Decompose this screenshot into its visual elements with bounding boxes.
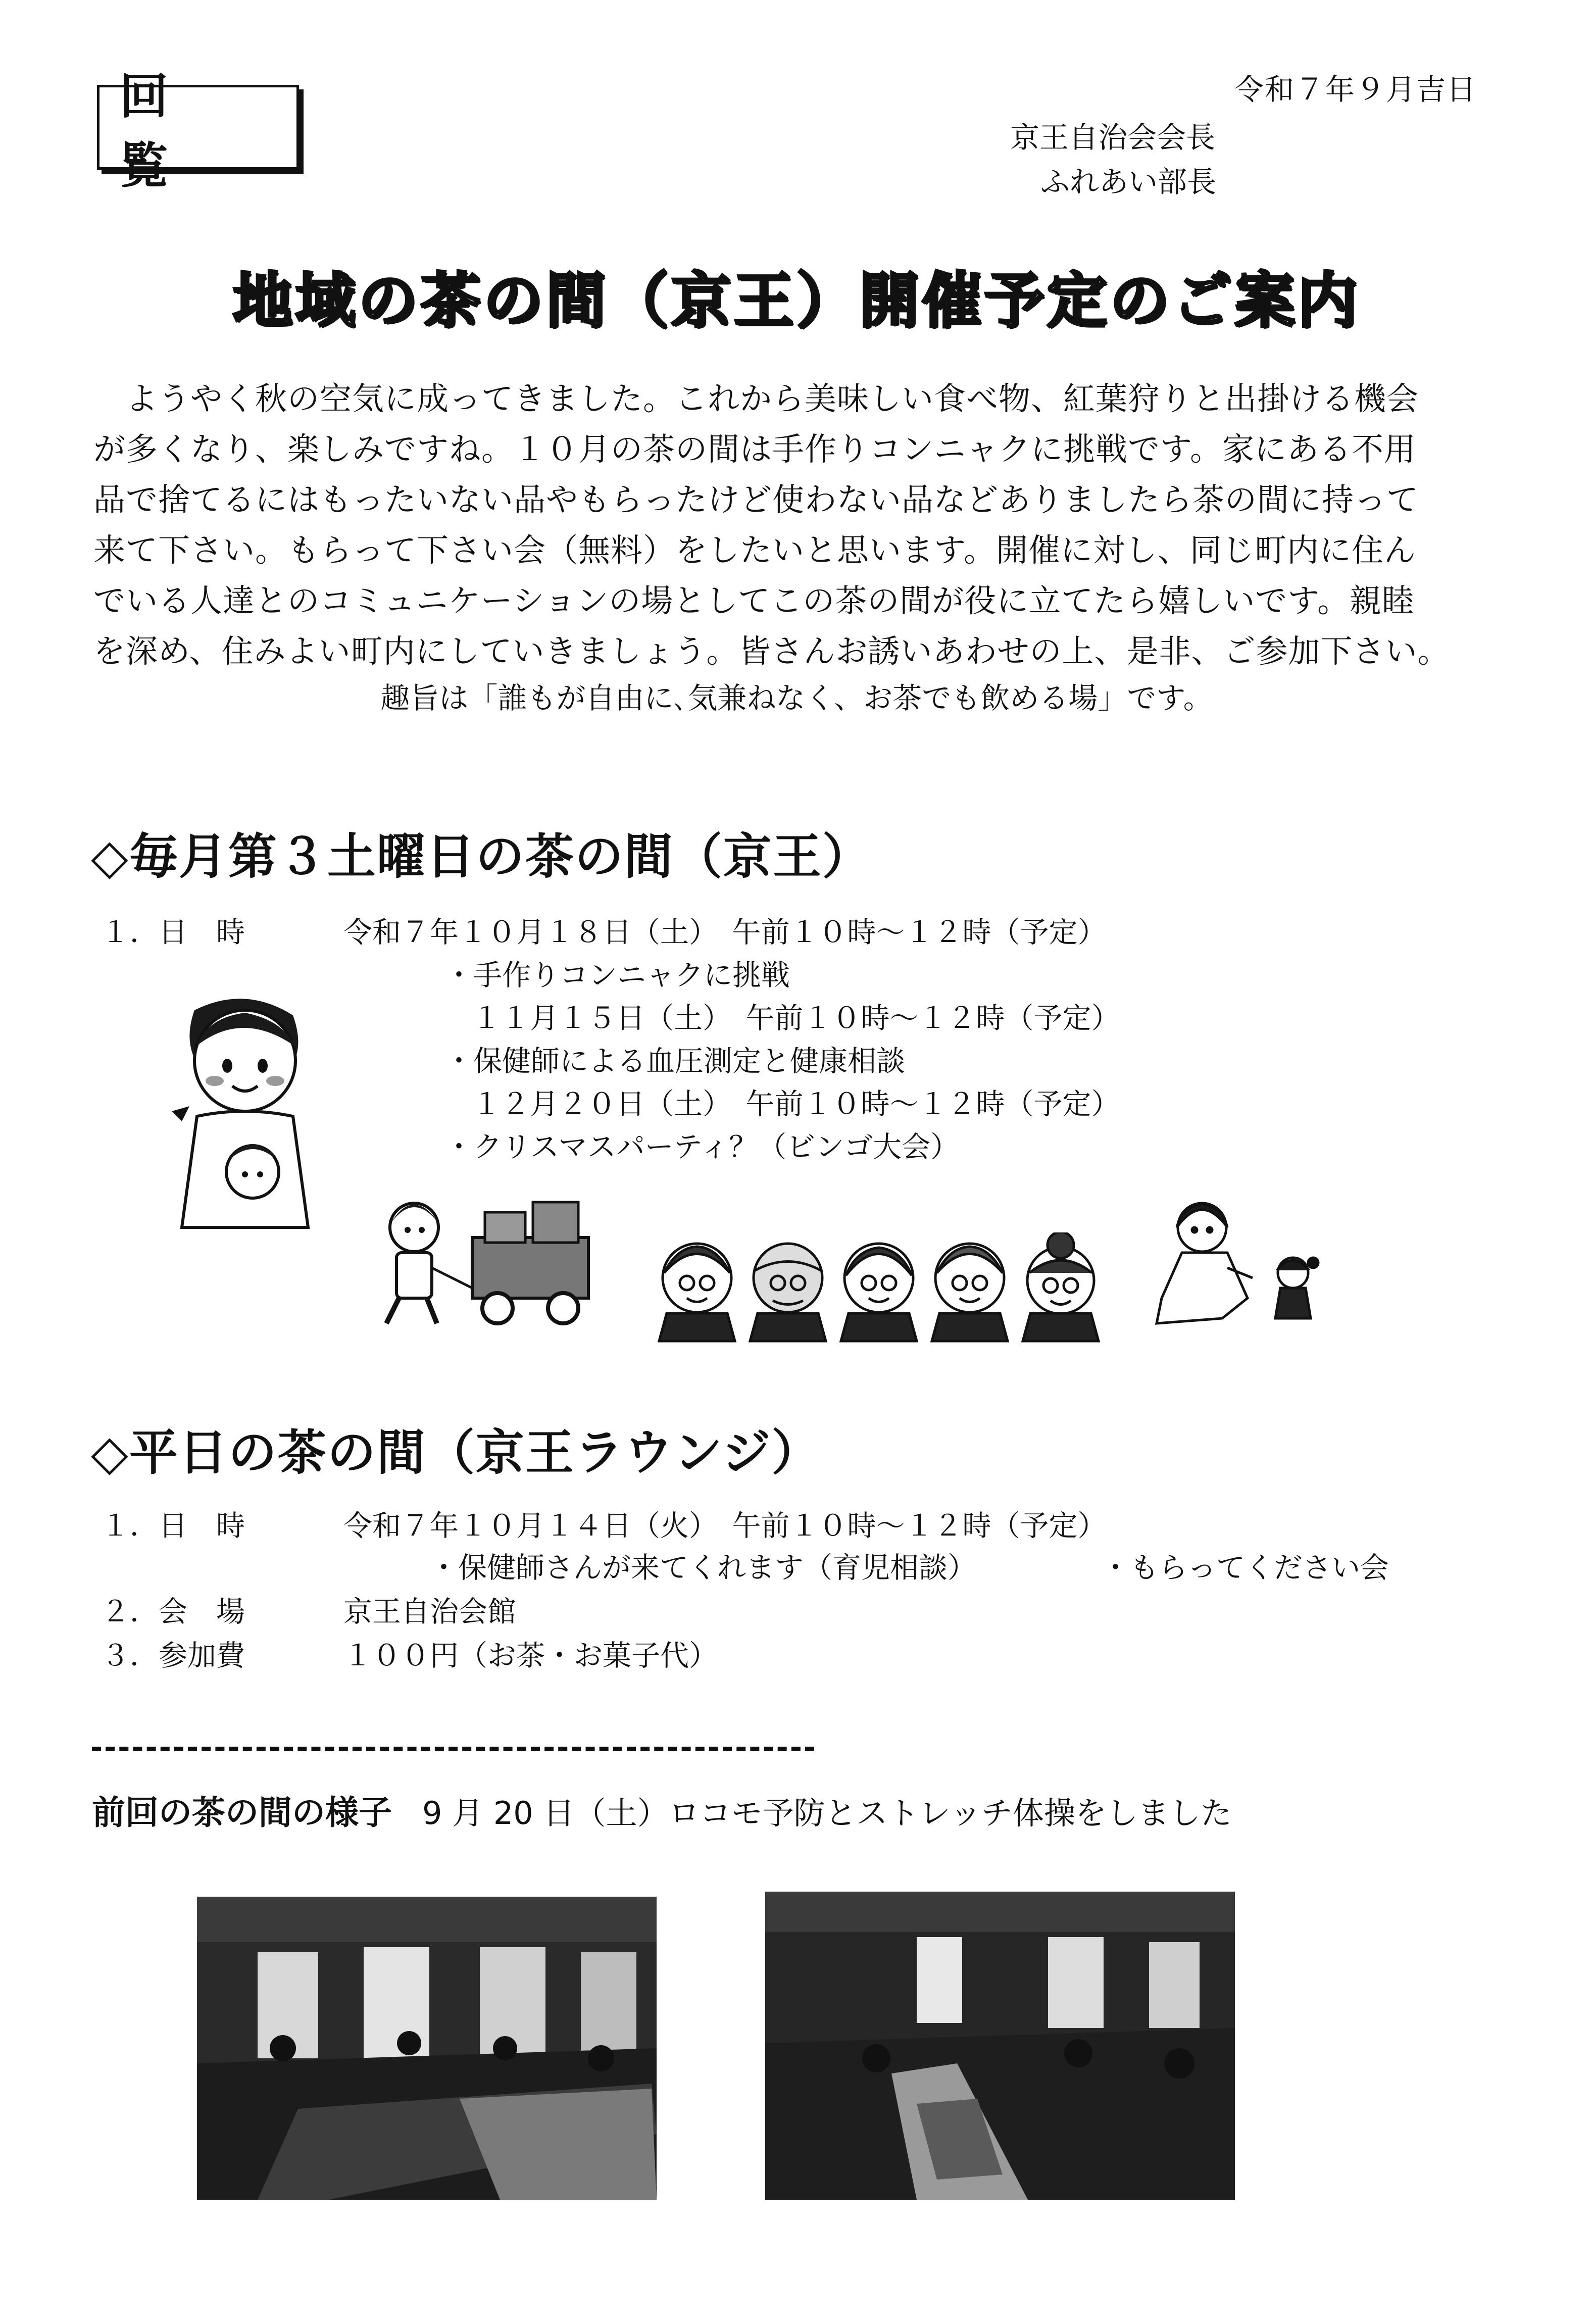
section1-date-label: １．日 時 xyxy=(101,916,245,949)
section1-date-value: 令和７年１０月１８日（土） 午前１０時～１２時（予定） xyxy=(343,916,1107,949)
sender-chair: 京王自治会会長 xyxy=(1010,120,1216,155)
schedule-nov: １１月１５日（土） 午前１０時～１２時（予定） xyxy=(472,1002,1120,1035)
intro-line: ようやく秋の空気に成ってきました。これから美味しい食べ物、紅葉狩りと出掛ける機会 xyxy=(93,380,1419,417)
previous-session xyxy=(92,1786,1232,1834)
section1-date-row xyxy=(101,909,1107,951)
schedule-dec: １２月２０日（土） 午前１０時～１２時（予定） xyxy=(472,1087,1120,1121)
kairan-label: 回 覧 xyxy=(120,68,197,194)
intro-line: 品で捨てるにはもったいない品やもらったけど使わない品などありましたら茶の間に持って xyxy=(93,481,1419,518)
section2-venue-row xyxy=(101,1589,516,1630)
sender-dept: ふれあい部長 xyxy=(1040,165,1217,199)
section2-fee-label: ３．参加費 xyxy=(101,1639,245,1672)
section2-note-health: ・保健師さんが来てくれます（育児相談） xyxy=(429,1551,976,1585)
section2-date-value: 令和７年１０月１４日（火） 午前１０時～１２時（予定） xyxy=(343,1509,1107,1543)
event-photo-left xyxy=(197,1897,657,2200)
section2-date-row xyxy=(101,1503,1107,1544)
elderly-group-illustration xyxy=(652,1232,1106,1344)
issue-date: 令和７年９月吉日 xyxy=(1234,72,1477,107)
section1-heading: ◇毎月第３土曜日の茶の間（京王） xyxy=(91,828,872,885)
room-photo-icon xyxy=(197,1897,657,2200)
mother-child-illustration xyxy=(162,990,328,1232)
intro-line: が多くなり、楽しみですね。１０月の茶の間は手作りコンニャクに挑戦です。家にある不用 xyxy=(93,431,1416,468)
section2-venue-label: ２．会 場 xyxy=(101,1595,245,1628)
section2-venue-value: 京王自治会館 xyxy=(343,1595,516,1628)
intro-line: 来て下さい。もらって下さい会（無料）をしたいと思います。開催に対し、同じ町内に住ん xyxy=(93,532,1416,569)
kairan-stamp xyxy=(97,68,299,194)
section2-fee-value: １００円（お茶・お菓子代） xyxy=(343,1639,718,1672)
intro-line: でいる人達とのコミュニケーションの場としてこの茶の間が役に立てたら嬉しいです。親睦 xyxy=(93,582,1415,619)
previous-text: 9 月 20 日（土）ロコモ予防とストレッチ体操をしました xyxy=(422,1795,1232,1832)
event-photo-right xyxy=(765,1892,1235,2200)
sender-block xyxy=(1010,115,1216,204)
boy-cart-illustration xyxy=(376,1192,619,1333)
room-photo-icon xyxy=(765,1892,1235,2200)
schedule-note-dec: ・クリスマスパーティ？（ビンゴ大会） xyxy=(444,1130,960,1164)
section2-date-label: １．日 時 xyxy=(101,1509,245,1543)
purpose-statement: 趣旨は「誰もが自由に､気兼ねなく、お茶でも飲める場」です。 xyxy=(380,681,1213,715)
cart-icon xyxy=(376,1192,619,1333)
elderly-people-icon xyxy=(652,1232,1106,1344)
woman-toddler-icon xyxy=(1147,1197,1328,1339)
intro-line: を深め、住みよい町内にしていきましょう。皆さんお誘いあわせの上、是非、ご参加下さい。 xyxy=(93,633,1450,670)
section2-heading: ◇平日の茶の間（京王ラウンジ） xyxy=(91,1424,821,1481)
mother-child-icon xyxy=(162,990,328,1232)
schedule-note-oct: ・手作りコンニャクに挑戦 xyxy=(444,959,790,992)
section2-fee-row xyxy=(101,1633,718,1674)
previous-heading: 前回の茶の間の様子 xyxy=(92,1793,392,1832)
dashed-divider xyxy=(92,1747,814,1751)
woman-toddler-illustration xyxy=(1147,1197,1328,1339)
intro-paragraph xyxy=(93,374,1503,677)
schedule-note-nov: ・保健師による血圧測定と健康相談 xyxy=(444,1045,905,1078)
page-title: 地域の茶の間（京王）開催予定のご案内 xyxy=(232,266,1360,335)
section2-note-giveaway: ・もらってください会 xyxy=(1101,1551,1389,1585)
